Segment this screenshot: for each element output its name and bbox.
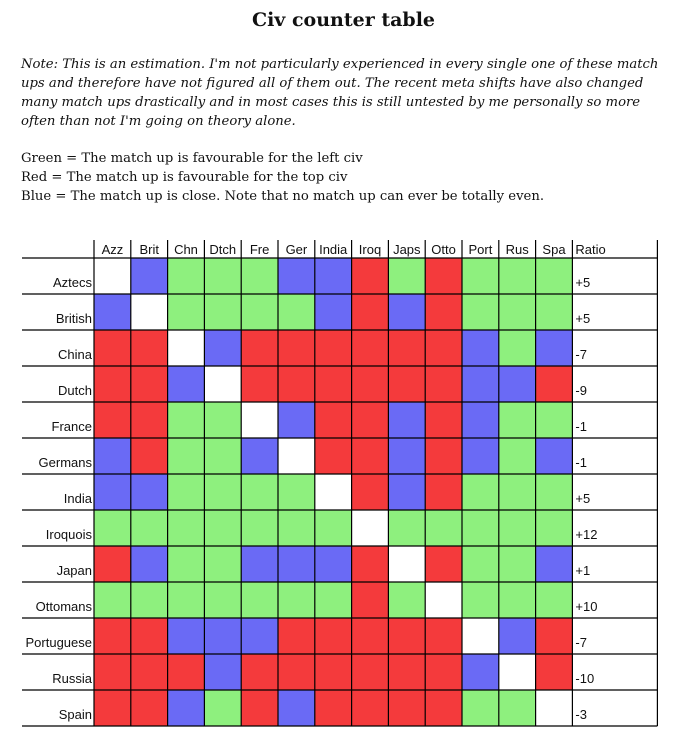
matchup-cell bbox=[388, 330, 425, 366]
matchup-cell bbox=[204, 438, 241, 474]
matchup-cell bbox=[241, 690, 278, 726]
ratio-value: +5 bbox=[575, 311, 591, 326]
matchup-cell bbox=[241, 330, 278, 366]
legend-blue: Blue = The match up is close. Note that no match up can ever be totally even. bbox=[21, 189, 545, 204]
matchup-cell bbox=[131, 618, 168, 654]
matchup-cell bbox=[168, 402, 205, 438]
matchup-cell bbox=[462, 258, 499, 294]
matchup-cell bbox=[94, 366, 131, 402]
column-header: Ger bbox=[285, 242, 308, 257]
matchup-cell bbox=[168, 294, 205, 330]
matchup-cell bbox=[499, 474, 536, 510]
matchup-cell bbox=[131, 690, 168, 726]
matchup-cell bbox=[425, 690, 462, 726]
column-header: Iroq bbox=[358, 242, 382, 257]
matchup-cell bbox=[462, 690, 499, 726]
ratio-value: -3 bbox=[575, 707, 587, 722]
matchup-cell bbox=[168, 546, 205, 582]
row-label: Russia bbox=[52, 671, 92, 686]
column-header: Otto bbox=[431, 242, 456, 257]
matchup-cell bbox=[425, 582, 462, 618]
matchup-cell bbox=[168, 654, 205, 690]
matchup-cell bbox=[315, 654, 352, 690]
matchup-cell bbox=[94, 582, 131, 618]
matchup-cell bbox=[462, 366, 499, 402]
matchup-cell bbox=[536, 690, 573, 726]
ratio-value: -1 bbox=[575, 419, 587, 434]
matchup-cell bbox=[168, 330, 205, 366]
ratio-value: -10 bbox=[575, 671, 595, 686]
matchup-cell bbox=[499, 366, 536, 402]
matchup-cell bbox=[241, 474, 278, 510]
matchup-cell bbox=[131, 402, 168, 438]
matchup-cell bbox=[315, 690, 352, 726]
matchup-cell bbox=[94, 510, 131, 546]
matchup-cell bbox=[168, 366, 205, 402]
column-header: Fre bbox=[249, 242, 270, 257]
estimation-note: Note: This is an estimation. I'm not particularly experienced in every single one of these match ups and therefore have not figured all of them out. The recent meta shifts have also changed many match ups drastically and in most cases this is still untested by me personally so more often than not I'm going on theory alone. bbox=[21, 57, 659, 129]
ratio-value: +12 bbox=[575, 527, 598, 542]
column-header: Port bbox=[468, 242, 493, 257]
matchup-cell bbox=[425, 294, 462, 330]
matchup-cell bbox=[462, 618, 499, 654]
matchup-cell bbox=[499, 330, 536, 366]
matchup-cell bbox=[315, 366, 352, 402]
matchup-cell bbox=[241, 438, 278, 474]
matchup-cell bbox=[315, 258, 352, 294]
matchup-cell bbox=[94, 654, 131, 690]
legend-red: Red = The match up is favourable for the top civ bbox=[21, 170, 348, 185]
row-label: Germans bbox=[38, 455, 92, 470]
matchup-cell bbox=[462, 654, 499, 690]
row-label: Dutch bbox=[58, 383, 92, 398]
matchup-cell bbox=[241, 582, 278, 618]
matchup-cell bbox=[94, 438, 131, 474]
matchup-cell bbox=[278, 510, 315, 546]
matchup-cell bbox=[131, 294, 168, 330]
matchup-cell bbox=[131, 258, 168, 294]
ratio-value: +10 bbox=[575, 599, 598, 614]
row-label: Iroquois bbox=[45, 527, 92, 542]
matchup-cell bbox=[352, 474, 389, 510]
ratio-value: +5 bbox=[575, 275, 591, 290]
matchup-cell bbox=[94, 618, 131, 654]
matchup-cell bbox=[499, 294, 536, 330]
matchup-cell bbox=[94, 546, 131, 582]
matchup-cell bbox=[536, 582, 573, 618]
matchup-cell bbox=[131, 438, 168, 474]
row-label: China bbox=[58, 347, 92, 362]
matchup-cell bbox=[278, 330, 315, 366]
matchup-cell bbox=[499, 618, 536, 654]
matchup-cell bbox=[388, 546, 425, 582]
row-label: Aztecs bbox=[52, 275, 92, 290]
matchup-cell bbox=[204, 654, 241, 690]
matchup-cell bbox=[241, 618, 278, 654]
matchup-cell bbox=[462, 402, 499, 438]
row-label: Spain bbox=[58, 707, 92, 722]
matchup-cell bbox=[352, 258, 389, 294]
matchup-cell bbox=[278, 366, 315, 402]
matchup-cell bbox=[131, 330, 168, 366]
matchup-cell bbox=[168, 474, 205, 510]
matchup-cell bbox=[536, 474, 573, 510]
matchup-cell bbox=[168, 438, 205, 474]
legend-green: Green = The match up is favourable for the left civ bbox=[21, 151, 363, 166]
matchup-cell bbox=[388, 690, 425, 726]
matchup-cell bbox=[536, 294, 573, 330]
matchup-cell bbox=[388, 582, 425, 618]
matchup-cell bbox=[425, 438, 462, 474]
matchup-cell bbox=[168, 582, 205, 618]
row-label: Portuguese bbox=[25, 635, 92, 650]
matchup-cell bbox=[352, 690, 389, 726]
matchup-cell bbox=[425, 618, 462, 654]
ratio-value: -1 bbox=[575, 455, 587, 470]
matchup-cell bbox=[352, 330, 389, 366]
ratio-value: -9 bbox=[575, 383, 587, 398]
matchup-cell bbox=[204, 258, 241, 294]
matchup-cell bbox=[241, 258, 278, 294]
matchup-cell bbox=[352, 582, 389, 618]
matchup-cell bbox=[131, 546, 168, 582]
matchup-cell bbox=[499, 582, 536, 618]
matchup-cell bbox=[536, 654, 573, 690]
ratio-header: Ratio bbox=[575, 242, 606, 257]
matchup-cell bbox=[536, 510, 573, 546]
matchup-cell bbox=[278, 402, 315, 438]
row-label: British bbox=[55, 311, 92, 326]
matchup-cell bbox=[204, 510, 241, 546]
matchup-cell bbox=[388, 474, 425, 510]
matchup-cell bbox=[425, 546, 462, 582]
row-label: France bbox=[51, 419, 92, 434]
matchup-cell bbox=[241, 546, 278, 582]
matchup-cell bbox=[352, 294, 389, 330]
matchup-cell bbox=[315, 330, 352, 366]
matchup-cell bbox=[241, 510, 278, 546]
matchup-cell bbox=[131, 510, 168, 546]
matchup-cell bbox=[499, 690, 536, 726]
column-header: Brit bbox=[139, 242, 159, 257]
matchup-cell bbox=[536, 330, 573, 366]
column-header: Chn bbox=[174, 242, 198, 257]
matchup-cell bbox=[278, 618, 315, 654]
matchup-cell bbox=[462, 510, 499, 546]
matchup-cell bbox=[94, 294, 131, 330]
matchup-cell bbox=[94, 330, 131, 366]
matchup-cell bbox=[352, 546, 389, 582]
matchup-cell bbox=[352, 654, 389, 690]
matchup-cell bbox=[499, 402, 536, 438]
matchup-cell bbox=[278, 258, 315, 294]
matchup-cell bbox=[204, 546, 241, 582]
matchup-cell bbox=[425, 258, 462, 294]
matchup-cell bbox=[278, 690, 315, 726]
row-label: Japan bbox=[56, 563, 92, 578]
matchup-cell bbox=[499, 438, 536, 474]
matchup-cell bbox=[204, 402, 241, 438]
matchup-cell bbox=[241, 654, 278, 690]
matchup-cell bbox=[462, 474, 499, 510]
matchup-cell bbox=[204, 366, 241, 402]
matchup-cell bbox=[499, 510, 536, 546]
matchup-cell bbox=[536, 366, 573, 402]
matchup-cell bbox=[425, 654, 462, 690]
matchup-cell bbox=[462, 582, 499, 618]
matchup-cell bbox=[131, 474, 168, 510]
matchup-cell bbox=[388, 294, 425, 330]
ratio-value: -7 bbox=[575, 347, 587, 362]
matchup-cell bbox=[425, 510, 462, 546]
matchup-cell bbox=[278, 294, 315, 330]
matchup-cell bbox=[241, 402, 278, 438]
matchup-cell bbox=[462, 546, 499, 582]
matchup-cell bbox=[204, 690, 241, 726]
matchup-cell bbox=[204, 474, 241, 510]
matchup-cell bbox=[168, 690, 205, 726]
matchup-cell bbox=[94, 690, 131, 726]
matchup-cell bbox=[278, 474, 315, 510]
column-header: India bbox=[319, 242, 348, 257]
row-label: India bbox=[63, 491, 92, 506]
matchup-cell bbox=[536, 258, 573, 294]
matchup-cell bbox=[499, 654, 536, 690]
matchup-cell bbox=[425, 330, 462, 366]
matchup-cell bbox=[131, 366, 168, 402]
matchup-cell bbox=[462, 294, 499, 330]
ratio-value: +5 bbox=[575, 491, 591, 506]
matchup-cell bbox=[462, 330, 499, 366]
column-header: Rus bbox=[505, 242, 529, 257]
matchup-cell bbox=[352, 438, 389, 474]
matchup-cell bbox=[315, 402, 352, 438]
matchup-cell bbox=[352, 402, 389, 438]
matchup-cell bbox=[168, 258, 205, 294]
matchup-cell bbox=[315, 474, 352, 510]
matchup-cell bbox=[352, 510, 389, 546]
matchup-cell bbox=[315, 546, 352, 582]
matchup-cell bbox=[315, 510, 352, 546]
matchup-cell bbox=[352, 366, 389, 402]
matchup-cell bbox=[388, 438, 425, 474]
column-header: Japs bbox=[393, 242, 421, 257]
matchup-cell bbox=[388, 402, 425, 438]
matchup-cell bbox=[536, 438, 573, 474]
matchup-cell bbox=[131, 654, 168, 690]
matchup-cell bbox=[278, 438, 315, 474]
matchup-cell bbox=[315, 294, 352, 330]
matchup-cell bbox=[425, 402, 462, 438]
matchup-cell bbox=[241, 366, 278, 402]
row-label: Ottomans bbox=[35, 599, 92, 614]
matchup-cell bbox=[388, 510, 425, 546]
matchup-cell bbox=[168, 510, 205, 546]
column-header: Spa bbox=[542, 242, 566, 257]
matchup-cell bbox=[315, 582, 352, 618]
matchup-cell bbox=[388, 258, 425, 294]
matchup-cell bbox=[499, 258, 536, 294]
matchup-cell bbox=[241, 294, 278, 330]
ratio-value: +1 bbox=[575, 563, 591, 578]
matchup-cell bbox=[388, 618, 425, 654]
matchup-cell bbox=[131, 582, 168, 618]
matchup-cell bbox=[94, 474, 131, 510]
matchup-cell bbox=[204, 618, 241, 654]
page-title: Civ counter table bbox=[251, 9, 436, 31]
matchup-cell bbox=[278, 654, 315, 690]
matchup-cell bbox=[425, 366, 462, 402]
matchup-cell bbox=[278, 546, 315, 582]
matchup-cell bbox=[278, 582, 315, 618]
matchup-cell bbox=[388, 654, 425, 690]
ratio-value: -7 bbox=[575, 635, 587, 650]
matchup-cell bbox=[315, 438, 352, 474]
matchup-cell bbox=[388, 366, 425, 402]
matchup-cell bbox=[315, 618, 352, 654]
matchup-cell bbox=[536, 546, 573, 582]
matchup-cell bbox=[204, 294, 241, 330]
matchup-cell bbox=[536, 402, 573, 438]
column-header: Azz bbox=[101, 242, 124, 257]
matchup-cell bbox=[352, 618, 389, 654]
matchup-cell bbox=[499, 546, 536, 582]
matchup-cell bbox=[204, 330, 241, 366]
matchup-cell bbox=[168, 618, 205, 654]
matchup-cell bbox=[536, 618, 573, 654]
matchup-cell bbox=[425, 474, 462, 510]
matchup-cell bbox=[94, 402, 131, 438]
matchup-cell bbox=[462, 438, 499, 474]
matchup-cell bbox=[94, 258, 131, 294]
column-header: Dtch bbox=[209, 242, 237, 257]
matchup-cell bbox=[204, 582, 241, 618]
